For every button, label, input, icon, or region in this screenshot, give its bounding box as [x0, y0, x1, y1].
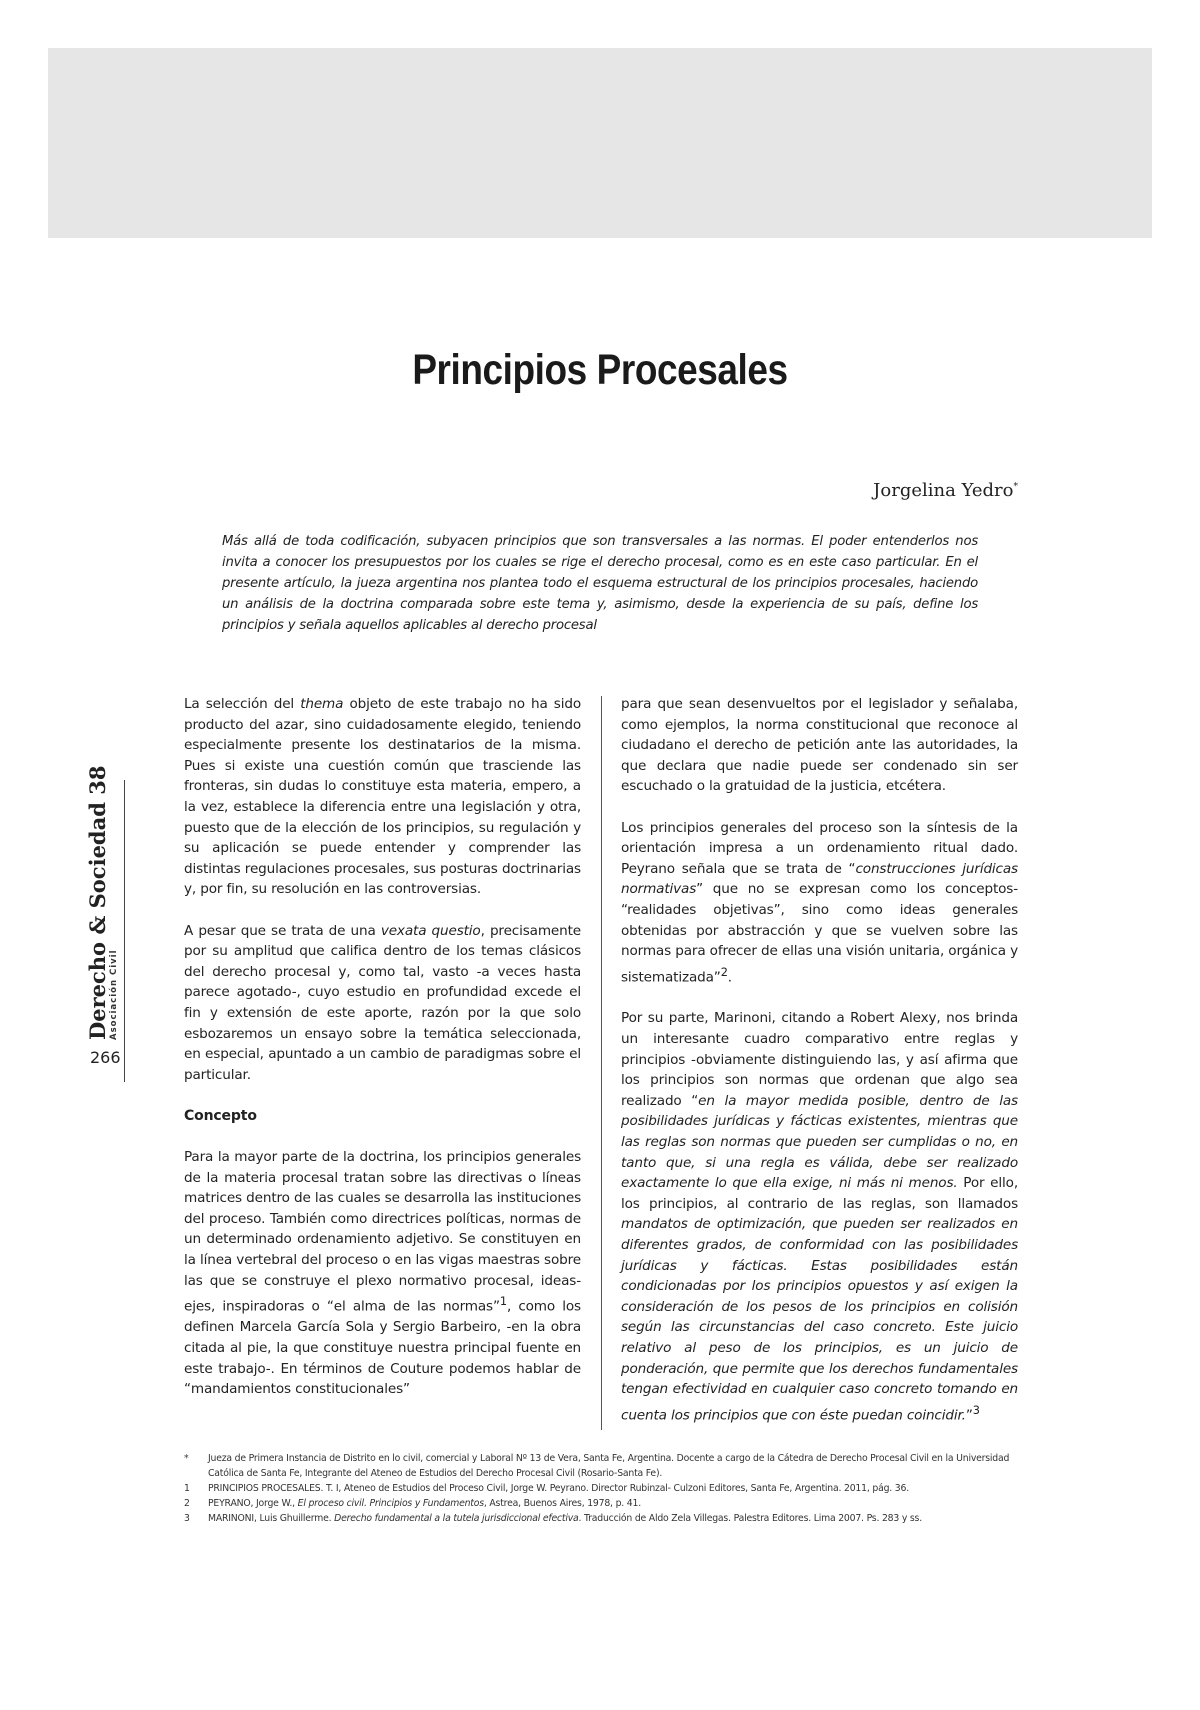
footnote-text: Jueza de Primera Instancia de Distrito en lo civil, comercial y Laboral Nº 13 de Vera, Santa Fe, Argentina. Docente a cargo de la Cátedra de Derecho Procesal Civil en la Universidad Católica de Santa Fe, Integrante del Ateneo de Estudios del Derecho Procesal Civil (Rosario-Santa Fe). [208, 1453, 1010, 1479]
footnotes [184, 1451, 1020, 1526]
right-paragraph-1: para que sean desenvueltos por el legislador y señalaba, como ejemplos, la norma constitucional que reconoce al ciudadano el derecho de petición ante las autoridades, la que declara que nadie puede ser condenado sin ser escuchado o la gratuidad de la justicia, etcétera. [621, 696, 1018, 795]
text-run: ” [965, 1407, 973, 1424]
left-paragraph-3 [184, 1147, 581, 1400]
emphasis-run: mandatos de optimización, que pueden ser realizados en diferentes grados, de conformidad con las posibilidades jurídicas y fácticas. Estas posibilidades están condicionadas por los principios opuestos y así exigen la consideración de los pesos de los principios en colisión según las circunstancias del caso concreto. Este juicio relativo al peso de los principios, es un juicio de ponderación, que permite que los derechos fundamentales tengan efectividad en cualquier caso concreto tomando en cuenta los principios que con éste puedan coincidir. [621, 1216, 1018, 1424]
right-column [621, 694, 1018, 1446]
text-run: Para la mayor parte de la doctrina, los principios generales de la materia procesal tratan sobre las directivas o líneas matrices dentro de las cuales se desarrolla las instituciones del proceso. También como directrices políticas, normas de un determinado ordenamiento adjetivo. Se constituyen en la línea vertebral del proceso o en las vigas maestras sobre las que se construye el plexo normativo procesal, ideas-ejes, inspiradoras o “el alma de las normas” [184, 1149, 582, 1315]
article-title: Principios Procesales [412, 346, 788, 394]
right-paragraph-3 [621, 1008, 1018, 1425]
column-divider [601, 696, 602, 1430]
text-run: ” que no se expresan como los conceptos- “realidades objetivas”, sino como ideas generales obtenidas por abstracción y que se vuelven sobre las normas para ofrecer de ellas una visión unitaria, orgánica y sistematizada” [621, 881, 1018, 986]
journal-name: Derecho & Sociedad 38 [85, 765, 110, 1040]
text-run: Por su parte, Marinoni, citando a Robert Alexy, nos brinda un interesante cuadro comparativo entre reglas y principios -obviamente distinguiendo las, y así afirma que los principios son normas que ordenan que algo sea realizado “ [621, 1010, 1018, 1109]
footnote-author [184, 1451, 1020, 1481]
right-paragraph-2 [621, 818, 1018, 988]
footnote-text: PRINCIPIOS PROCESALES. T. I, Ateneo de Estudios del Proceso Civil, Jorge W. Peyrano. Director Rubinzal- Culzoni Editores, Santa Fe, Argentina. 2011, pág. 36. [208, 1483, 909, 1494]
text-run: objeto de este trabajo no ha sido producto del azar, sino cuidadosamente elegido, teniendo especialmente presente los destinatarios de la misma. Pues si existe una cuestión común que trasciende las fronteras, sin dudas lo constituye esta materia, empero, a la vez, establece la diferencia entre una legislación y otra, puesto que de la elección de los principios, su regulación y su aplicación se puede entender y comprender las distintas regulaciones procesales, sus posturas doctrinarias y, por fin, su resolución en las controversias. [184, 696, 581, 898]
article-abstract: Más allá de toda codificación, subyacen principios que son transversales a las normas. El poder entenderlos nos invita a conocer los presupuestos por los cuales se rige el derecho procesal, como es en este caso particular. En el presente artículo, la jueza argentina nos plantea todo el esquema estructural de los principios procesales, haciendo un análisis de la doctrina comparada sobre este tema y, asimismo, desde la experiencia de su país, define los principios y señala aquellos aplicables al derecho procesal [222, 534, 978, 633]
header-band [48, 48, 1152, 238]
text-run: . Traducción de Aldo Zela Villegas. Palestra Editores. Lima 2007. Ps. 283 y ss. [578, 1513, 922, 1524]
footnote-text [208, 1511, 1020, 1526]
footnote-mark: * [184, 1453, 189, 1464]
emphasis-run: thema [300, 696, 344, 712]
text-run: La selección del [184, 696, 301, 712]
footnote-2 [184, 1496, 1020, 1511]
text-run: , precisamente por su amplitud que califica dentro de los temas clásicos del derecho procesal y, como tal, vasto -a veces hasta parece agotado-, cuyo estudio en profundidad excede el fin y extensión de este aporte, razón por la que solo esbozaremos un ensayo sobre la temática seleccionada, en especial, apuntado a un cambio de paradigmas sobre el particular. [184, 922, 582, 1083]
text-run: , Astrea, Buenos Aires, 1978, p. 41. [483, 1498, 641, 1509]
left-paragraph-2 [184, 921, 581, 1086]
text-run: Los principios generales del proceso son la síntesis de la orientación impresa a un ordenamiento ritual dado. Peyrano señala que se trata de “ [621, 819, 1018, 877]
left-paragraph-1 [184, 694, 581, 900]
footnote-ref-1: 1 [499, 1294, 507, 1309]
journal-association: Asociación Civil [109, 949, 119, 1040]
footnote-mark: 1 [184, 1483, 190, 1494]
author-name [873, 480, 1018, 501]
emphasis-run: vexata questio [380, 922, 481, 939]
emphasis-run: construcciones jurídicas normativas [621, 860, 1018, 898]
footnote-1 [184, 1481, 1020, 1496]
text-run: MARINONI, Luis Ghuillerme. [208, 1513, 335, 1524]
footnote-ref-2: 2 [720, 964, 728, 979]
sidebar-journal-block [85, 765, 119, 1040]
emphasis-run: Derecho fundamental a la tutela jurisdiccional efectiva [334, 1513, 579, 1524]
emphasis-run: en la mayor medida posible, dentro de las posibilidades jurídicas y fácticas existentes, mientras que las reglas son normas que pueden ser cumplidas o no, en tanto que, si una regla es válida, debe ser realizado exactamente lo que ella exige, ni más ni menos. [621, 1092, 1018, 1192]
sidebar-rule [124, 780, 125, 1082]
author-label: Jorgelina Yedro [873, 480, 1014, 501]
text-run: . [727, 969, 732, 986]
left-column [184, 694, 581, 1420]
footnote-ref-3: 3 [972, 1402, 980, 1417]
section-heading-concepto: Concepto [184, 1107, 257, 1124]
emphasis-run: El proceso civil. Principios y Fundamentos [297, 1498, 484, 1509]
text-run: A pesar que se trata de una [184, 922, 381, 939]
text-run: , como los definen Marcela García Sola y Sergio Barbeiro, -en la obra citada al pie, la que constituye nuestra principal fuente en este trabajo-. En términos de Couture podemos hablar de “mandamientos constitucionales” [184, 1298, 581, 1398]
footnote-text [208, 1496, 1020, 1511]
author-footnote-mark: * [1013, 482, 1018, 492]
text-run: Por ello, los principios, al contrario de las reglas, son llamados [621, 1175, 1018, 1212]
footnote-mark: 3 [184, 1513, 190, 1524]
page-number: 266 [90, 1048, 121, 1067]
text-run: PEYRANO, Jorge W., [208, 1498, 298, 1509]
footnote-mark: 2 [184, 1498, 190, 1509]
footnote-3 [184, 1511, 1020, 1526]
